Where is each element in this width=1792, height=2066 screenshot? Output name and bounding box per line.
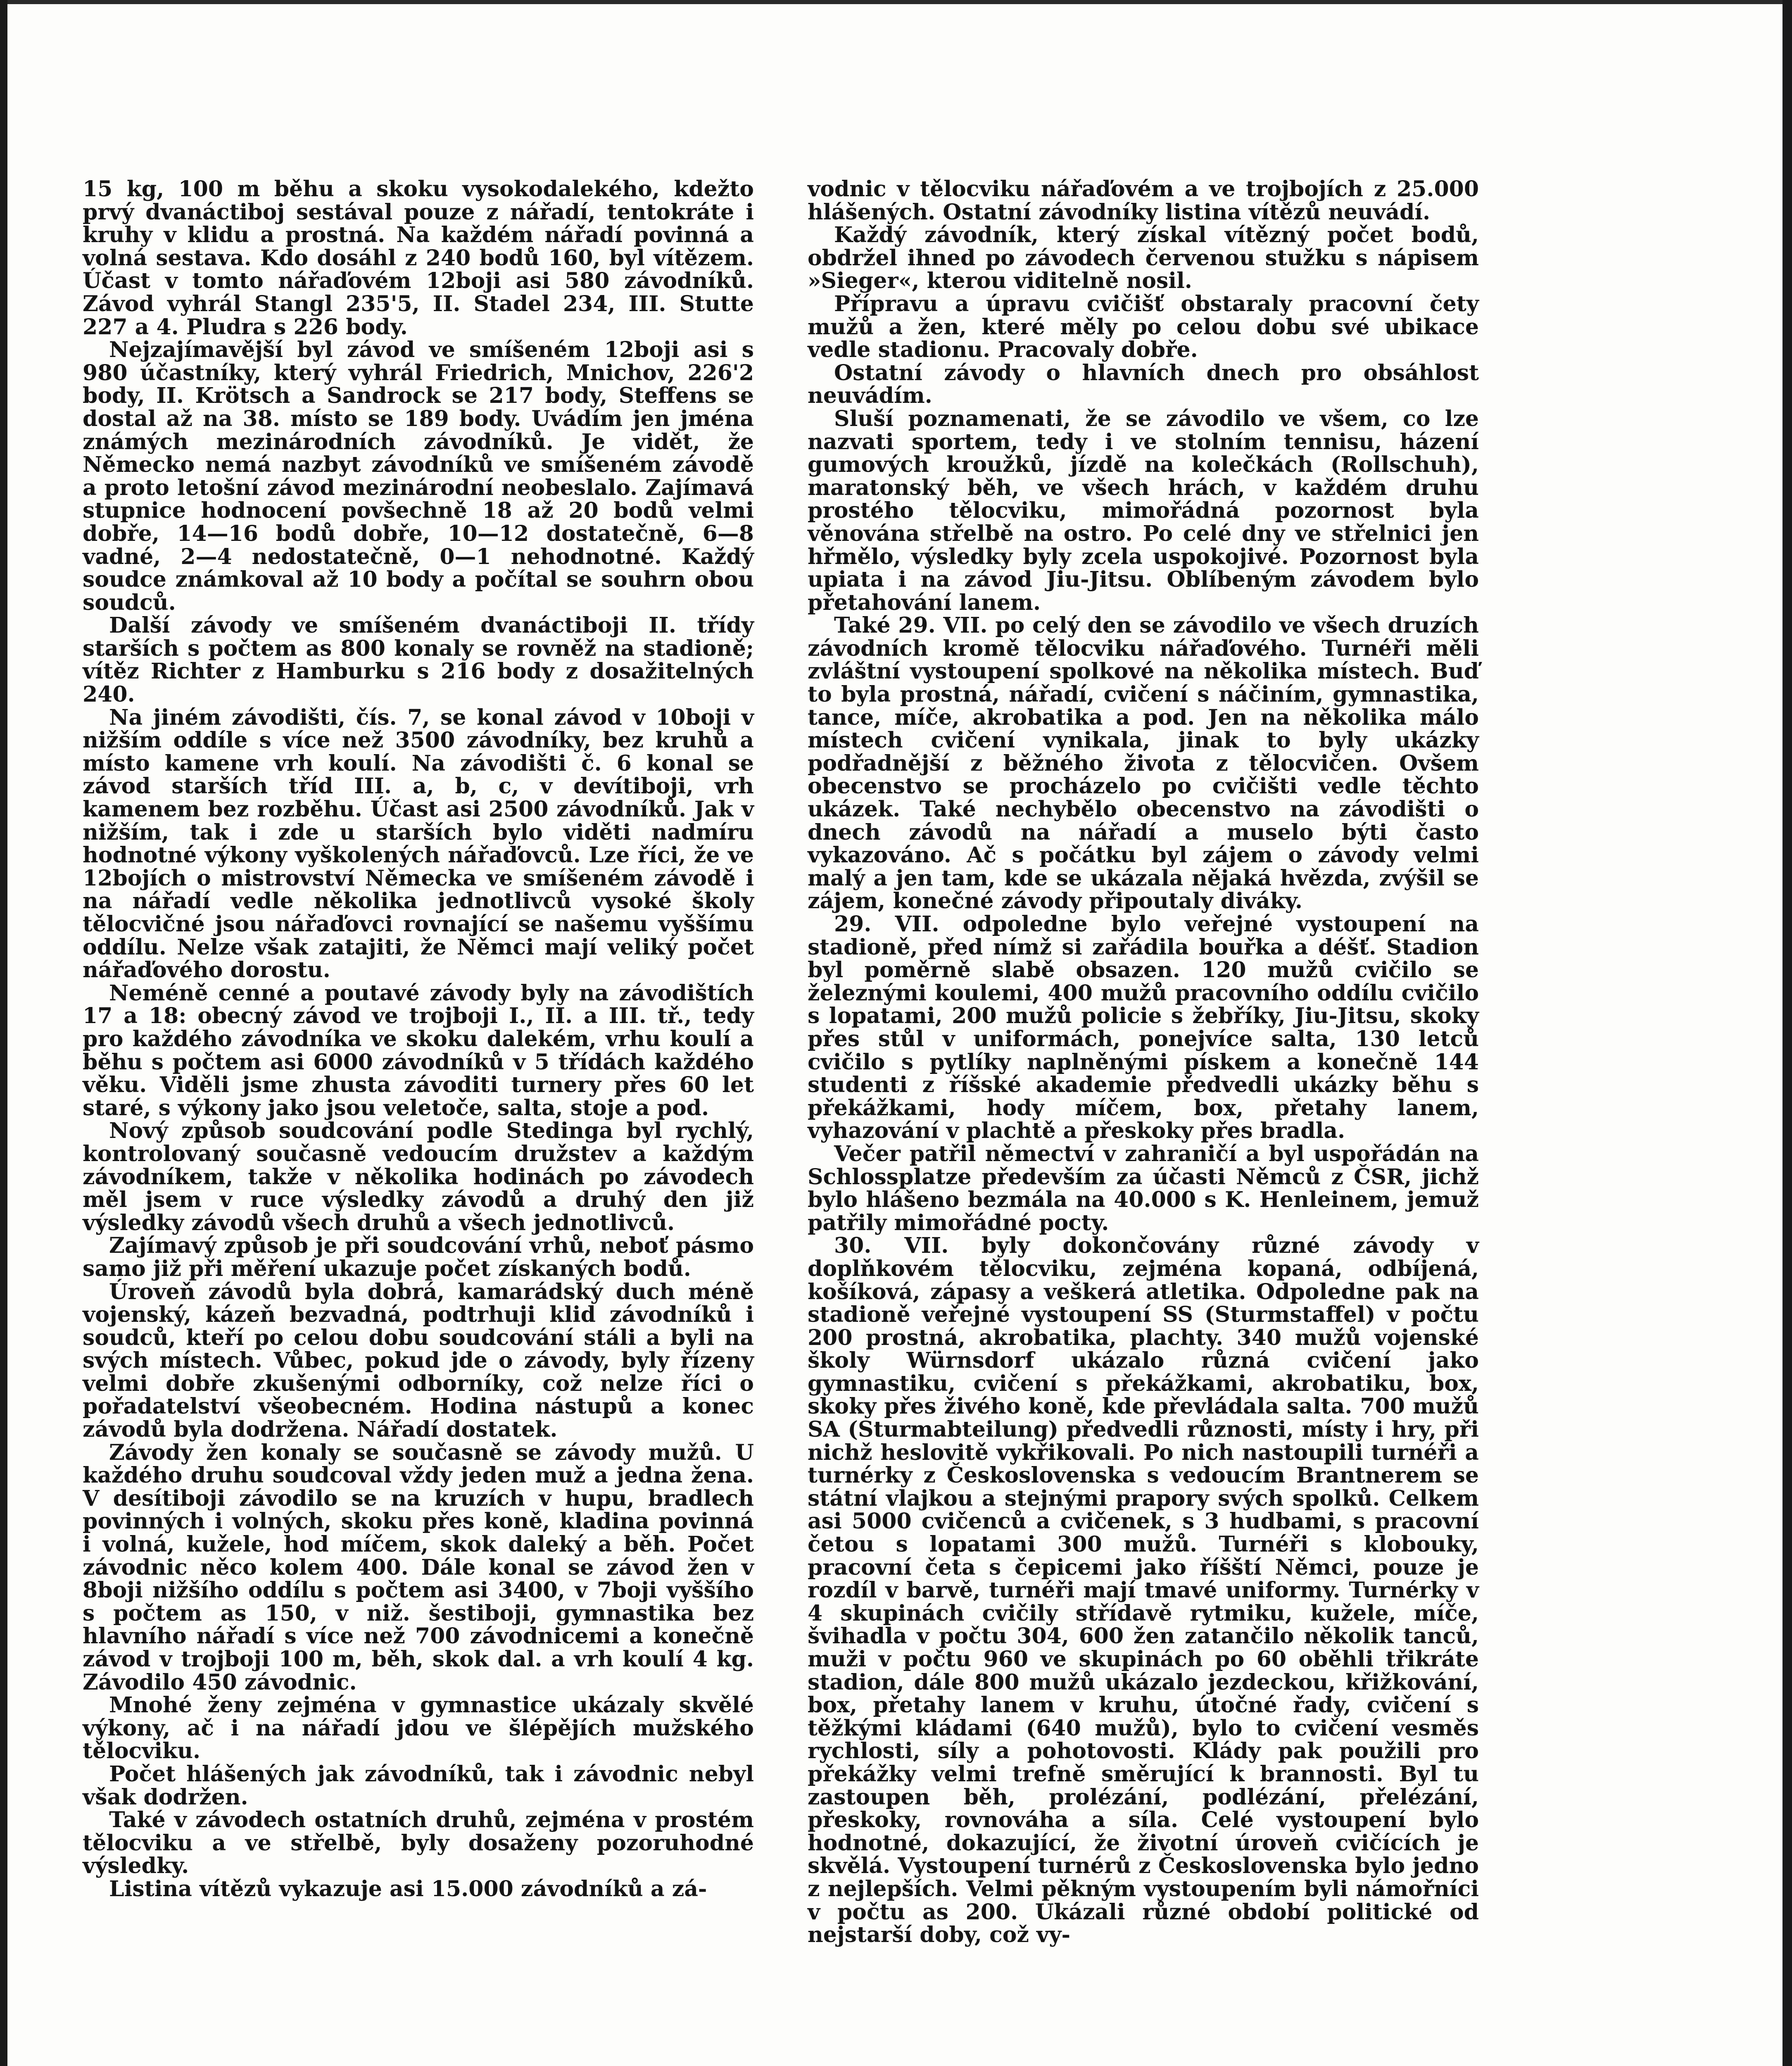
paragraph: 15 kg, 100 m běhu a skoku vysokodalekého, kdežto prvý dvanáctiboj sestával pouze z nářadí, tentokráte i kruhy v klidu a prostná. Na každém nářadí povinná a volná sestava. Kdo dosáhl z 240 bodů 160, byl vítězem. Účast v tomto nářaďovém 12boji asi 580 závodníků. Závod vyhrál Stangl 235'5, II. Stadel 234, III. Stutte 227 a 4. Pludra s 226 body. — [83, 176, 754, 340]
paragraph: Nový způsob soudcování podle Stedinga byl rychlý, kontrolovaný současně vedoucím družstev a každým závodníkem, takže v několika hodinách po závodech měl jsem v ruce výsledky závodů a druhý den již výsledky závodů všech druhů a všech jednotlivců. — [83, 1118, 754, 1235]
right-text-column — [808, 178, 1479, 1947]
paragraph: Také 29. VII. po celý den se závodilo ve všech druzích závodních kromě tělocviku nářaďového. Turnéři měli zvláštní vystoupení spolkové na několika místech. Buď to byla prostná, nářadí, cvičení s náčiním, gymnastika, tance, míče, akrobatika a pod. Jen na několika málo místech cvičení vynikala, jinak to byly ukázky podřadnější z běžného života z tělocvičen. Ovšem obecenstvo se procházelo po cvičišti vedle těchto ukázek. Také nechybělo obecenstvo na závodišti o dnech závodů na nářadí a muselo býti často vykazováno. Ač s počátku byl zájem o závody velmi malý a jen tam, kde se ukázala nějaká hvězda, zvýšil se zájem, konečné závody připoutaly diváky. — [808, 613, 1479, 914]
paragraph: Neméně cenné a poutavé závody byly na závodištích 17 a 18: obecný závod ve trojboji I., II. a III. tř., tedy pro každého závodníka ve skoku dalekém, vrhu koulí a běhu s počtem asi 6000 závodníků v 5 třídách každého věku. Viděli jsme zhusta závoditi turnery přes 60 let staré, s výkony jako jsou veletoče, salta, stoje a pod. — [83, 980, 754, 1121]
paragraph: Každý závodník, který získal vítězný počet bodů, obdržel ihned po závodech červenou stužku s nápisem »Sieger«, kterou viditelně nosil. — [808, 222, 1479, 294]
left-text-column — [83, 178, 754, 1901]
paragraph: Večer patřil němectví v zahraničí a byl uspořádán na Schlossplatze především za účasti Němců z ČSR, jichž bylo hlášeno bezmála na 40.000 s K. Henleinem, jemuž patřily mimořádné pocty. — [808, 1141, 1479, 1235]
paragraph: Přípravu a úpravu cvičišť obstaraly pracovní čety mužů a žen, které měly po celou dobu své ubikace vedle stadionu. Pracovaly dobře. — [808, 291, 1479, 363]
scan-right-edge — [1782, 0, 1792, 2066]
paragraph: Listina vítězů vykazuje asi 15.000 závodníků a zá- — [109, 1876, 707, 1902]
paragraph: Úroveň závodů byla dobrá, kamarádský duch méně vojenský, kázeň bezvadná, podtrhuji klid závodníků i soudců, kteří po celou dobu soudcování stáli a byli na svých místech. Vůbec, pokud jde o závody, byly řízeny velmi dobře zkušenými odborníky, což nelze říci o pořadatelství všeobecném. Hodina nástupů a konec závodů byla dodržena. Nářadí dostatek. — [83, 1279, 754, 1442]
paragraph: Závody žen konaly se současně se závody mužů. U každého druhu soudcoval vždy jeden muž a jedna žena. V desítiboji závodilo se na kruzích v hupu, bradlech povinných i volných, skoku přes koně, kladina povinná i volná, kužele, hod míčem, skok daleký a běh. Počet závodnic něco kolem 400. Dále konal se závod žen v 8boji nižšího oddílu s počtem asi 3400, v 7boji vyššího s počtem as 150, v niž. šestiboji, gymnastika bez hlavního nářadí s více než 700 závodnicemi a konečně závod v trojboji 100 m, běh, skok dal. a vrh koulí 4 kg. Závodilo 450 závodnic. — [83, 1440, 754, 1695]
paragraph: vodnic v tělocviku nářaďovém a ve trojbojích z 25.000 hlášených. Ostatní závodníky listina vítězů neuvádí. — [808, 176, 1479, 225]
paragraph: Mnohé ženy zejména v gymnastice ukázaly skvělé výkony, ač i na nářadí jdou ve šlépějích mužského tělocviku. — [83, 1692, 754, 1764]
paragraph: Počet hlášených jak závodníků, tak i závodnic nebyl však dodržen. — [83, 1761, 754, 1810]
paragraph: 30. VII. byly dokončovány různé závody v doplňkovém tělocviku, zejména kopaná, odbíjená, košíková, zápasy a veškerá atletika. Odpoledne pak na stadioně veřejné vystoupení SS (Sturmstaffel) v počtu 200 prostná, akrobatika, plachty. 340 mužů vojenské školy Würnsdorf ukázalo různá cvičení jako gymnastiku, cvičení s překážkami, akrobatiku, box, skoky přes živého koně, kde převládala salta. 700 mužů SA (Sturmabteilung) předvedli různosti, místy i hry, při nichž heslovitě vykřikovali. Po nich nastoupili turnéři a turnérky z Československa s vedoucím Brantnerem se státní vlajkou a stejnými prapory svých spolků. Celkem asi 5000 cvičenců a cvičenek, s 3 hudbami, s pracovní četou s lopatami 300 mužů. Turnéři s klobouky, pracovní četa s čepicemi jako říšští Němci, pouze je rozdíl v barvě, turnéři mají tmavé uniformy. Turnérky v 4 skupinách cvičily střídavě rytmiku, kužele, míče, švihadla v počtu 304, 600 žen zatančilo několik tanců, muži v počtu 960 ve skupinách po 60 oběhli třikráte stadion, dále 800 mužů ukázalo jezdeckou, křižkování, box, přetahy lanem v kruhu, útočné řady, cvičení s těžkými kládami (640 mužů), bylo to cvičení vesměs rychlosti, síly a pohotovosti. Klády pak použili pro překážky velmi trefně směrující k brannosti. Byl tu zastoupen běh, prolézání, podlézání, přelézání, přeskoky, rovnováha a síla. Celé vystoupení bylo hodnotné, dokazující, že životní úroveň cvičících je skvělá. Vystoupení turnérů z Československa bylo jedno z nejlepších. Velmi pěkným vystoupením byli námořníci v počtu as 200. Ukázali různé období politické od nejstarší doby, což vy- — [808, 1233, 1479, 1948]
paragraph: Nejzajímavější byl závod ve smíšeném 12boji asi s 980 účastníky, který vyhrál Friedrich, Mnichov, 226'2 body, II. Krötsch a Sandrock se 217 body, Steffens se dostal až na 38. místo se 189 body. Uvádím jen jména známých mezinárodních závodníků. Je vidět, že Německo nemá nazbyt závodníků ve smíšeném závodě a proto letošní závod mezinárodní neobeslalo. Zajímavá stupnice hodnocení povšechně 18 až 20 bodů velmi dobře, 14—16 bodů dobře, 10—12 dostatečně, 6—8 vadné, 2—4 nedostatečně, 0—1 nehodnotné. Každý soudce známkoval až 10 body a počítal se souhrn obou soudců. — [83, 337, 754, 615]
scan-top-edge — [0, 0, 1792, 4]
paragraph: 29. VII. odpoledne bylo veřejné vystoupení na stadioně, před nímž si zařádila bouřka a déšť. Stadion byl poměrně slabě obsazen. 120 mužů cvičilo se železnými koulemi, 400 mužů pracovního oddílu cvičilo s lopatami, 200 mužů policie s žebříky, Jiu-Jitsu, skoky přes stůl v uniformách, ponejvíce salta, 130 letců cvičilo s pytlíky naplněnými pískem a konečně 144 studenti z říšské akademie předvedli ukázky běhu s překážkami, hody míčem, box, přetahy lanem, vyhazování v plachtě a přeskoky přes bradla. — [808, 912, 1479, 1144]
paragraph: Sluší poznamenati, že se závodilo ve všem, co lze nazvati sportem, tedy i ve stolním tennisu, házení gumových kroužků, jízdě na kolečkách (Rollschuh), maratonský běh, ve všech hrách, v každém druhu prostého tělocviku, mimořádná pozornost byla věnována střelbě na ostro. Po celé dny ve střelnici jen hřmělo, výsledky byly zcela uspokojivé. Pozornost byla upiata i na závod Jiu-Jitsu. Oblíbeným závodem bylo přetahování lanem. — [808, 406, 1479, 615]
paragraph: Na jiném závodišti, čís. 7, se konal závod v 10boji v nižším oddíle s více než 3500 závodníky, bez kruhů a místo kamene vrh koulí. Na závodišti č. 6 konal se závod starších tříd III. a, b, c, v devítiboji, vrh kamenem bez rozběhu. Účast asi 2500 závodníků. Jak v nižším, tak i zde u starších bylo viděti nadmíru hodnotné výkony vyškolených nářaďovců. Lze říci, že ve 12bojích o mistrovství Německa ve smíšeném závodě i na nářadí vedle několika jednotlivců vysoké školy tělocvičné jsou nářaďovci rovnající se našemu vyššímu oddílu. Nelze však zatajiti, že Němci mají veliký počet nářaďového dorostu. — [83, 705, 754, 983]
paragraph: Ostatní závody o hlavních dnech pro obsáhlost neuvádím. — [808, 360, 1479, 409]
scan-left-edge — [0, 0, 7, 2066]
paragraph: Další závody ve smíšeném dvanáctiboji II. třídy starších s počtem as 800 konaly se rovněž na stadioně; vítěz Richter z Hamburku s 216 body z dosažitelných 240. — [83, 613, 754, 707]
paragraph: Zajímavý způsob je při soudcování vrhů, neboť pásmo samo již při měření ukazuje počet získaných bodů. — [83, 1233, 754, 1281]
paragraph: Také v závodech ostatních druhů, zejména v prostém tělocviku a ve střelbě, byly dosaženy pozoruhodné výsledky. — [83, 1807, 754, 1879]
